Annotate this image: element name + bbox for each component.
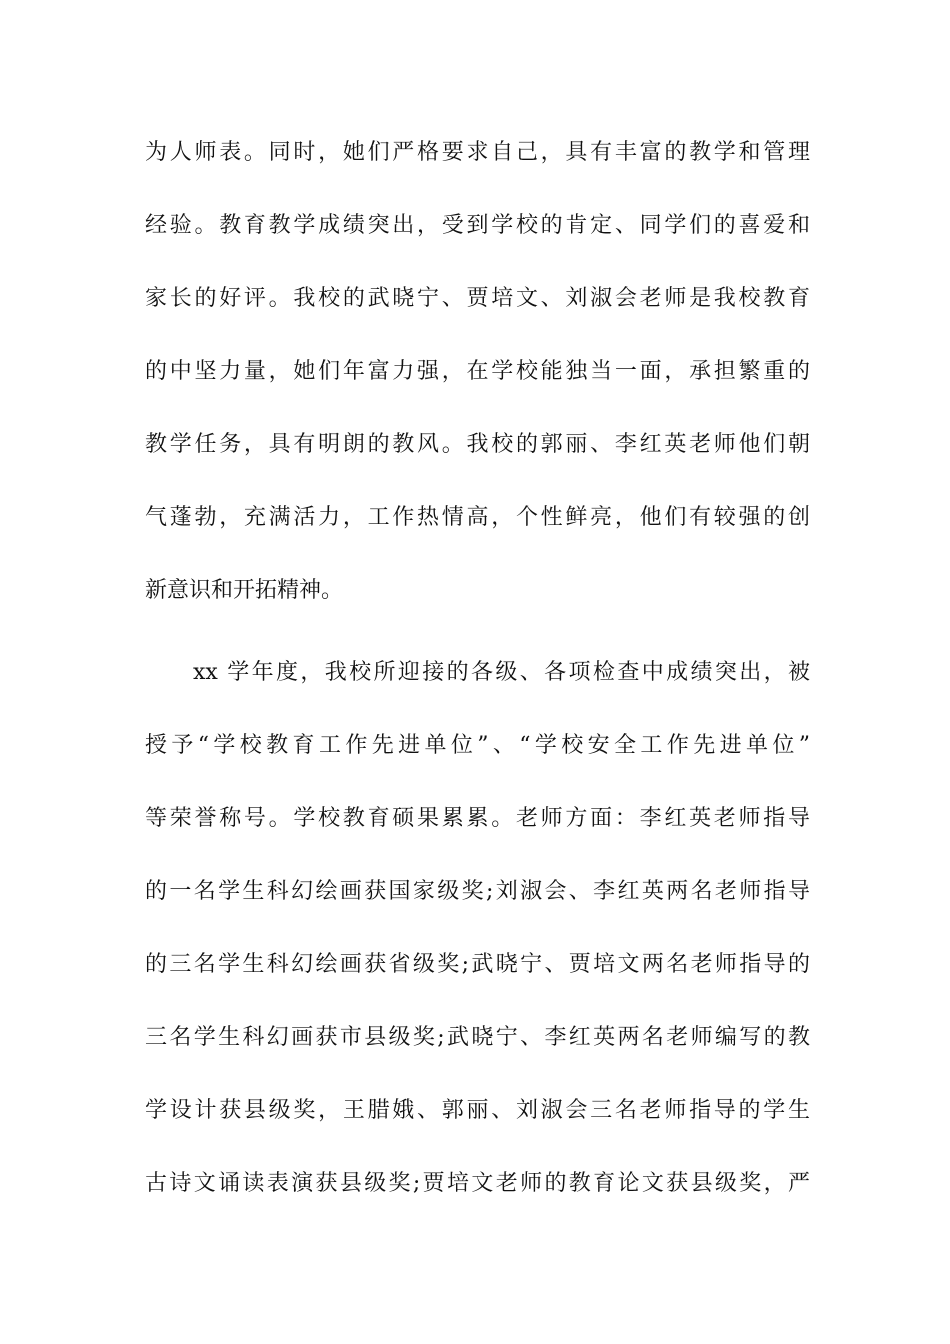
text-line: 授予“学校教育工作先进单位”、“学校安全工作先进单位” bbox=[145, 733, 810, 758]
text-line: 古诗文诵读表演获县级奖;贾培文老师的教育论文获县级奖，严 bbox=[145, 1171, 810, 1196]
text-line: 学设计获县级奖，王腊娥、郭丽、刘淑会三名老师指导的学生 bbox=[145, 1098, 810, 1123]
text-line: 经验。教育教学成绩突出，受到学校的肯定、同学们的喜爱和 bbox=[145, 213, 810, 238]
text-line: 新意识和开拓精神。 bbox=[145, 578, 344, 603]
paragraph-first-line: xx 学年度，我校所迎接的各级、各项检查中成绩突出，被 bbox=[193, 660, 810, 685]
text-line: 家长的好评。我校的武晓宁、贾培文、刘淑会老师是我校教育 bbox=[145, 286, 810, 311]
text-line: 的三名学生科幻绘画获省级奖;武晓宁、贾培文两名老师指导的 bbox=[145, 952, 810, 977]
text-line: 等荣誉称号。学校教育硕果累累。老师方面：李红英老师指导 bbox=[145, 806, 810, 831]
text-line: 三名学生科幻画获市县级奖;武晓宁、李红英两名老师编写的教 bbox=[145, 1025, 810, 1050]
text-line: 为人师表。同时，她们严格要求自己，具有丰富的教学和管理 bbox=[145, 140, 810, 165]
text-line: 的一名学生科幻绘画获国家级奖;刘淑会、李红英两名老师指导 bbox=[145, 879, 810, 904]
text-line: 教学任务，具有明朗的教风。我校的郭丽、李红英老师他们朝 bbox=[145, 432, 810, 457]
text-line: 气蓬勃，充满活力，工作热情高，个性鲜亮，他们有较强的创 bbox=[145, 505, 810, 530]
text-line: 的中坚力量，她们年富力强，在学校能独当一面，承担繁重的 bbox=[145, 359, 810, 384]
